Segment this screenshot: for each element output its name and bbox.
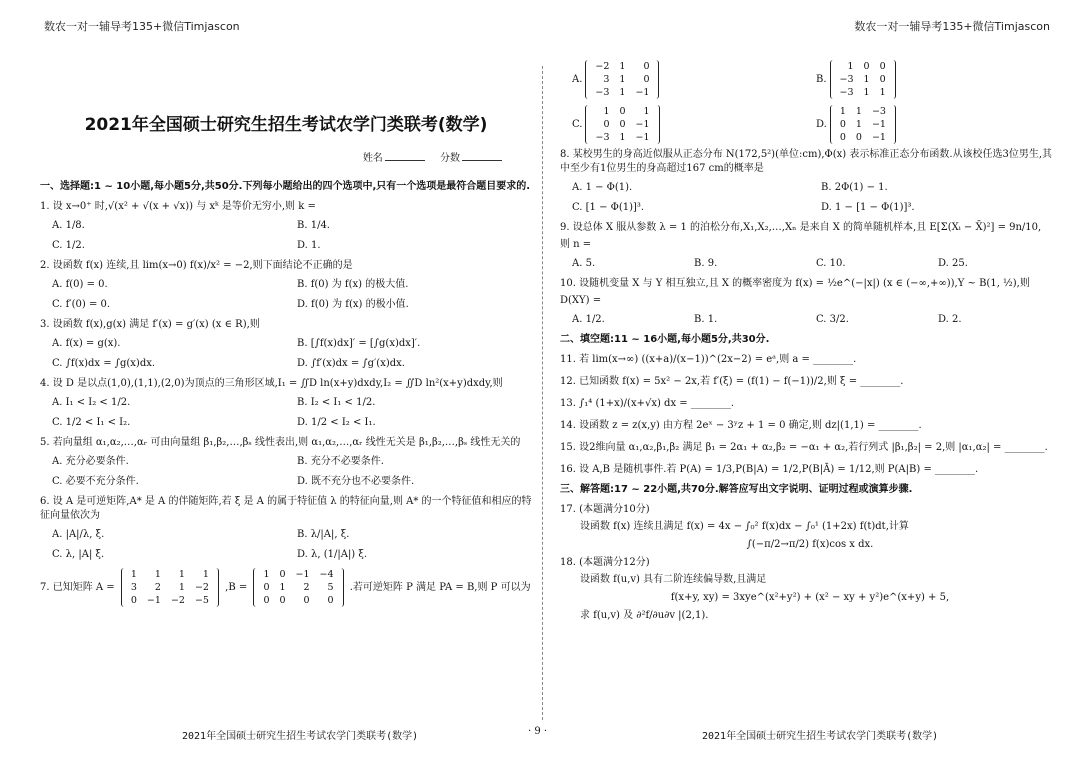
question-13: 13. ∫₁⁴ (1+x)/(x+√x) dx = ________.: [560, 398, 735, 409]
matrix-row: [835, 86, 891, 99]
q5-option-b: B. 充分不必要条件.: [297, 456, 384, 467]
question-18-head: 18. (本题满分12分): [560, 557, 650, 568]
q7-option-b: [816, 60, 1060, 99]
matrix-cell: 1: [178, 569, 185, 580]
q2-option-b: B. f(0) 为 f(x) 的极大值.: [297, 279, 409, 290]
matrix-cell: 1: [619, 74, 626, 85]
q10-option-b: B. 1.: [694, 314, 718, 325]
question-9-tail: 则 n =: [560, 239, 592, 250]
question-3-options: [52, 337, 532, 371]
q7-option-d-label: D.: [816, 119, 827, 130]
matrix-cell: 5: [327, 582, 334, 593]
question-9: 9. 设总体 X 服从参数 λ = 1 的泊松分布,X₁,X₂,…,Xₙ 是来自 X 的简单随机样本,且 E[Σ(Xᵢ − X̄)²] = 9n/10,: [560, 222, 1042, 233]
matrix-cell: −4: [319, 569, 334, 580]
matrix-cell: 3: [603, 74, 610, 85]
matrix-cell: 1: [619, 87, 626, 98]
matrix-cell: −2: [194, 582, 209, 593]
matrix-row: [590, 60, 654, 73]
question-15: 15. 设2维向量 α₁,α₂,β₁,β₂ 满足 β₁ = 2α₁ + α₂,β₂ = −α₁ + α₂,若行列式 |β₁,β₂| = 2,则 |α₁,α₂| = ________.: [560, 442, 1048, 453]
question-8: 8. 某校男生的身高近似服从正态分布 N(172,5²)(单位:cm),Φ(x) 表示标准正态分布函数.从该校任选3位男生,其中至少有1位男生的身高超过167 cm的概率是: [560, 149, 1053, 174]
question-7-options: [572, 60, 1060, 144]
matrix-cell: 0: [303, 595, 310, 606]
matrix-cell: 1: [279, 582, 286, 593]
q7-option-d-matrix: [830, 105, 896, 144]
matrix-cell: 0: [279, 569, 286, 580]
matrix-table: [258, 568, 338, 607]
matrix-cell: 0: [879, 74, 886, 85]
question-6-options: [52, 528, 532, 562]
q8-option-d: D. 1 − [1 − Φ(1)]³.: [821, 202, 915, 213]
q9-option-a: A. 5.: [572, 258, 596, 269]
q6-option-c: C. λ, |A| ξ.: [52, 549, 105, 560]
matrix-cell: 1: [879, 87, 886, 98]
question-17-head: 17. (本题满分10分): [560, 504, 650, 515]
matrix-b: [253, 568, 343, 607]
question-2: 2. 设函数 f(x) 连续,且 lim(x→0) f(x)/x² = −2,则下面结论不正确的是: [40, 260, 353, 271]
question-12: 12. 已知函数 f(x) = 5x² − 2x,若 f′(ξ) = (f(1) − f(−1))/2,则 ξ = ________.: [560, 376, 904, 387]
matrix-cell: 1: [154, 569, 161, 580]
score-label: 分数: [440, 153, 460, 164]
column-divider: [542, 66, 543, 720]
q1-option-b: B. 1/4.: [297, 220, 330, 231]
matrix-cell: 0: [643, 74, 650, 85]
q4-option-b: B. I₂ < I₁ < 1/2.: [297, 397, 376, 408]
q8-option-b: B. 2Φ(1) − 1.: [821, 182, 888, 193]
q1-option-c: C. 1/2.: [52, 240, 85, 251]
question-5-options: [52, 455, 532, 489]
q10-option-c: C. 3/2.: [816, 314, 849, 325]
matrix-cell: 0: [643, 61, 650, 72]
matrix-cell: 2: [154, 582, 161, 593]
q5-option-c: C. 必要不充分条件.: [52, 476, 139, 487]
matrix-table: [835, 105, 891, 144]
question-4-options: [52, 396, 532, 430]
matrix-cell: 0: [263, 595, 270, 606]
score-blank: [462, 150, 502, 161]
q4-option-c: C. 1/2 < I₁ < I₂.: [52, 417, 131, 428]
matrix-table: [835, 60, 891, 99]
watermark-right: 数农一对一辅导考135+微信Timjascon: [854, 20, 1050, 33]
question-11: 11. 若 lim(x→∞) ((x+a)/(x−1))^(2x−2) = eᵃ,则 a = ________.: [560, 354, 857, 365]
q2-option-d: D. f(0) 为 f(x) 的极小值.: [297, 299, 409, 310]
q5-option-d: D. 既不充分也不必要条件.: [297, 476, 415, 487]
q9-option-b: B. 9.: [694, 258, 718, 269]
matrix-cell: −1: [635, 119, 650, 130]
matrix-cell: −3: [839, 87, 854, 98]
q2-option-a: A. f(0) = 0.: [52, 279, 108, 290]
matrix-cell: 1: [839, 106, 846, 117]
matrix-row: [835, 73, 891, 86]
matrix-cell: 1: [855, 119, 862, 130]
matrix-cell: 1: [619, 61, 626, 72]
question-1-options: [52, 219, 532, 253]
q4-option-d: D. 1/2 < I₂ < I₁.: [297, 417, 376, 428]
question-18-formula: f(x+y, xy) = 3xye^(x²+y²) + (x² − xy + y²)e^(x+y) + 5,: [670, 592, 950, 603]
left-column: [40, 110, 532, 610]
matrix-cell: 0: [619, 119, 626, 130]
q4-option-a: A. I₁ < I₂ < 1/2.: [52, 397, 131, 408]
question-5: 5. 若向量组 α₁,α₂,…,αᵣ 可由向量组 β₁,β₂,…,βₛ 线性表出,则 α₁,α₂,…,αᵣ 线性无关是 β₁,β₂,…,βₛ 线性无关的: [40, 437, 521, 448]
matrix-cell: 0: [879, 61, 886, 72]
matrix-row: [258, 581, 338, 594]
q6-option-a: A. |A|/λ, ξ.: [52, 529, 105, 540]
q7-option-a: [572, 60, 816, 99]
q6-option-d: D. λ, (1/|A|) ξ.: [297, 549, 368, 560]
q7-option-c: [572, 105, 816, 144]
matrix-row: [835, 131, 891, 144]
matrix-cell: −1: [871, 132, 886, 143]
matrix-row: [126, 594, 214, 607]
question-6: 6. 设 A 是可逆矩阵,A* 是 A 的伴随矩阵,若 ξ 是 A 的属于特征值 λ 的特征向量,则 A* 的一个特征值和相应的特征向量依次为: [40, 496, 532, 521]
question-10-options: [572, 313, 1060, 327]
matrix-cell: −1: [635, 132, 650, 143]
matrix-cell: 0: [839, 119, 846, 130]
matrix-cell: −3: [839, 74, 854, 85]
question-18-ask: 求 f(u,v) 及 ∂²f/∂u∂v |(2,1).: [580, 610, 709, 621]
name-blank: [385, 150, 425, 161]
matrix-cell: 0: [263, 582, 270, 593]
q6-option-b: B. λ/|A|, ξ.: [297, 529, 350, 540]
question-2-options: [52, 278, 532, 312]
matrix-cell: 1: [130, 569, 137, 580]
matrix-row: [590, 105, 654, 118]
matrix-cell: 1: [263, 569, 270, 580]
q1-option-a: A. 1/8.: [52, 220, 85, 231]
matrix-cell: 2: [303, 582, 310, 593]
q10-option-d: D. 2.: [938, 314, 962, 325]
matrix-cell: 1: [178, 582, 185, 593]
matrix-row: [590, 86, 654, 99]
q8-option-a: A. 1 − Φ(1).: [572, 182, 633, 193]
watermark-left: 数农一对一辅导考135+微信Timjascon: [44, 20, 240, 33]
matrix-cell: −2: [170, 595, 185, 606]
matrix-row: [258, 594, 338, 607]
matrix-row: [126, 568, 214, 581]
matrix-cell: −1: [635, 87, 650, 98]
section-2-heading: 二、填空题:11 ~ 16小题,每小题5分,共30分.: [560, 334, 770, 345]
q5-option-a: A. 充分必要条件.: [52, 456, 129, 467]
matrix-cell: 1: [863, 87, 870, 98]
q7-option-a-matrix: [585, 60, 659, 99]
q7-suffix: .若可逆矩阵 P 满足 PA = B,则 P 可以为: [349, 582, 531, 593]
matrix-row: [835, 105, 891, 118]
q7-mid: ,B =: [225, 582, 248, 593]
question-10-tail: D(XY) =: [560, 295, 602, 306]
matrix-table: [126, 568, 214, 607]
matrix-cell: −3: [595, 132, 610, 143]
question-7: [40, 568, 532, 607]
matrix-row: [590, 118, 654, 131]
question-3: 3. 设函数 f(x),g(x) 满足 f′(x) = g′(x) (x ∈ R),则: [40, 319, 260, 330]
question-8-options: [572, 181, 1060, 215]
q9-option-d: D. 25.: [938, 258, 968, 269]
q3-option-a: A. f(x) = g(x).: [52, 338, 121, 349]
matrix-cell: 1: [202, 569, 209, 580]
matrix-cell: 0: [603, 119, 610, 130]
q7-option-a-label: A.: [572, 74, 583, 85]
matrix-cell: 1: [847, 61, 854, 72]
q3-option-d: D. ∫f′(x)dx = ∫g′(x)dx.: [297, 358, 405, 369]
q7-prefix: 7. 已知矩阵 A =: [40, 582, 115, 593]
matrix-cell: −3: [595, 87, 610, 98]
page-number: · 9 ·: [528, 726, 548, 737]
footer-right: 2021年全国硕士研究生招生考试农学门类联考(数学): [702, 731, 939, 742]
question-17-body: 设函数 f(x) 连续且满足 f(x) = 4x − ∫₀² f(x)dx − ∫₀¹ (1+2x) f(t)dt,计算: [580, 521, 909, 532]
q7-option-c-matrix: [585, 105, 659, 144]
name-label: 姓名: [362, 153, 383, 164]
q7-option-b-label: B.: [816, 74, 827, 85]
matrix-cell: −1: [295, 569, 310, 580]
question-10: 10. 设随机变量 X 与 Y 相互独立,且 X 的概率密度为 f(x) = ½e^(−|x|) (x ∈ (−∞,+∞)),Y ~ B(1, ½),则: [560, 278, 1030, 289]
matrix-cell: 1: [855, 106, 862, 117]
q9-option-c: C. 10.: [816, 258, 846, 269]
matrix-cell: 1: [863, 74, 870, 85]
q10-option-a: A. 1/2.: [572, 314, 605, 325]
right-column: [560, 60, 1060, 626]
section-1-heading: 一、选择题:1 ~ 10小题,每小题5分,共50分.下列每小题给出的四个选项中,只有一个选项是最符合题目要求的.: [40, 181, 531, 192]
q7-option-b-matrix: [830, 60, 896, 99]
q7-option-c-label: C.: [572, 119, 583, 130]
question-1: 1. 设 x→0⁺ 时,√(x² + √(x + √x)) 与 xᵏ 是等价无穷小,则 k =: [40, 201, 316, 212]
question-14: 14. 设函数 z = z(x,y) 由方程 2eˣ − 3ʸz + 1 = 0 确定,则 dz|(1,1) = ________.: [560, 420, 922, 431]
exam-title: 2021年全国硕士研究生招生考试农学门类联考(数学): [84, 115, 488, 135]
matrix-cell: 0: [327, 595, 334, 606]
matrix-cell: 1: [619, 132, 626, 143]
matrix-cell: −3: [871, 106, 886, 117]
matrix-cell: 0: [130, 595, 137, 606]
matrix-row: [835, 118, 891, 131]
matrix-cell: 0: [839, 132, 846, 143]
question-17-formula: ∫(−π/2→π/2) f(x)cos x dx.: [746, 539, 874, 550]
footer-left: 2021年全国硕士研究生招生考试农学门类联考(数学): [182, 731, 419, 742]
q2-option-c: C. f′(0) = 0.: [52, 299, 111, 310]
matrix-cell: 1: [603, 106, 610, 117]
matrix-cell: −5: [194, 595, 209, 606]
question-18-body: 设函数 f(u,v) 具有二阶连续偏导数,且满足: [580, 574, 767, 585]
matrix-cell: 0: [863, 61, 870, 72]
matrix-a: [121, 568, 219, 607]
matrix-cell: 0: [619, 106, 626, 117]
q8-option-c: C. [1 − Φ(1)]³.: [572, 202, 645, 213]
matrix-row: [258, 568, 338, 581]
question-16: 16. 设 A,B 是随机事件.若 P(A) = 1/3,P(B|A) = 1/2,P(B|Ā) = 1/12,则 P(A|B) = ________.: [560, 464, 979, 475]
matrix-cell: −1: [871, 119, 886, 130]
matrix-cell: 0: [279, 595, 286, 606]
matrix-cell: −1: [146, 595, 161, 606]
section-3-heading: 三、解答题:17 ~ 22小题,共70分.解答应写出文字说明、证明过程或演算步骤.: [560, 484, 913, 495]
q3-option-c: C. ∫f(x)dx = ∫g(x)dx.: [52, 358, 156, 369]
matrix-table: [590, 105, 654, 144]
matrix-cell: 0: [855, 132, 862, 143]
matrix-row: [590, 131, 654, 144]
q3-option-b: B. [∫f(x)dx]′ = [∫g(x)dx]′.: [297, 338, 421, 349]
matrix-cell: −2: [595, 61, 610, 72]
matrix-row: [126, 581, 214, 594]
q7-option-d: [816, 105, 1060, 144]
name-score-row: [40, 150, 514, 166]
question-9-options: [572, 257, 1060, 271]
matrix-row: [590, 73, 654, 86]
matrix-cell: 3: [130, 582, 137, 593]
question-4: 4. 设 D 是以点(1,0),(1,1),(2,0)为顶点的三角形区域,I₁ = ∬D ln(x+y)dxdy,I₂ = ∬D ln²(x+y)dxdy,则: [40, 378, 503, 389]
matrix-table: [590, 60, 654, 99]
q1-option-d: D. 1.: [297, 240, 321, 251]
matrix-cell: 1: [643, 106, 650, 117]
matrix-row: [835, 60, 891, 73]
